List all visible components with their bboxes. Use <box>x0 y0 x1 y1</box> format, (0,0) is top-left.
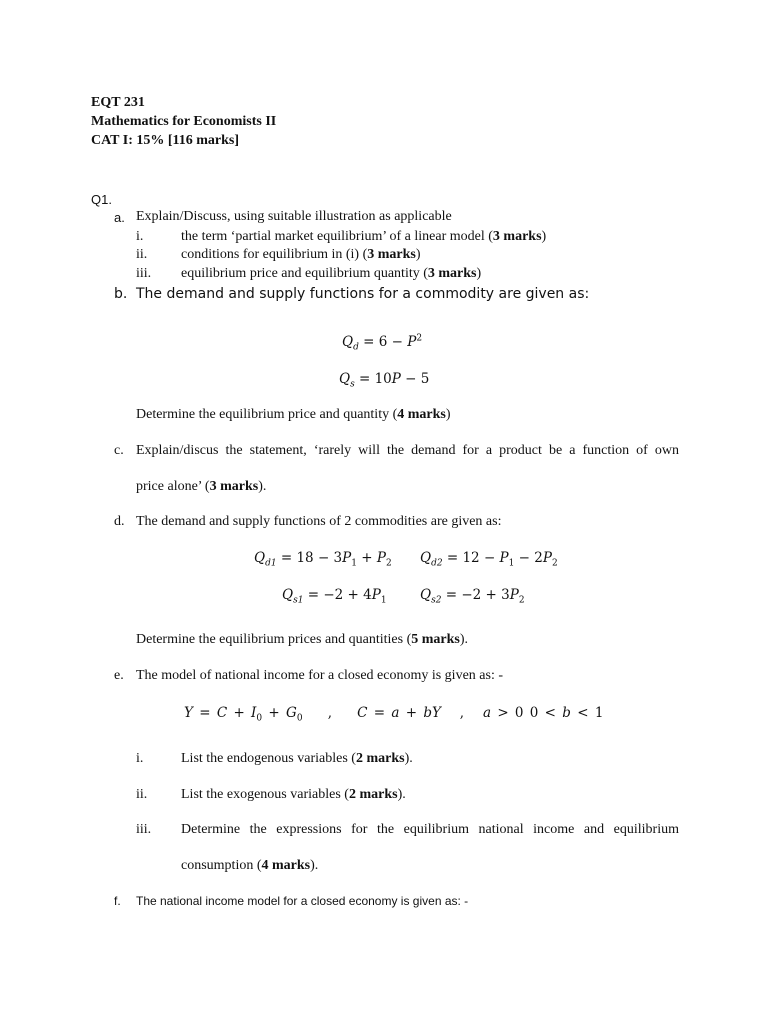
item-e-iii-line2: consumption (4 marks). <box>181 858 319 873</box>
item-a-iii-text: equilibrium price and equilibrium quantity (3 marks) <box>181 266 482 281</box>
equation-demand: $Q_d = 6 - P^2$ <box>342 333 423 353</box>
item-a-iii-marker: iii. <box>136 266 152 281</box>
item-d-task: Determine the equilibrium prices and quantities (5 marks). <box>136 632 469 647</box>
item-b-text: The demand and supply functions for a commodity are given as: <box>136 286 590 302</box>
item-a-ii-text: conditions for equilibrium in (i) (3 marks) <box>181 247 421 262</box>
item-c-marker: c. <box>114 443 124 458</box>
item-e-i-marker: i. <box>136 751 144 766</box>
course-code: EQT 231 <box>91 95 145 110</box>
item-b-task: Determine the equilibrium price and quantity (4 marks) <box>136 407 451 422</box>
item-e-marker: e. <box>114 668 124 683</box>
equation-supply-2: $Q_{s2} = -2 + 3P_2$ <box>420 587 525 606</box>
item-e-iii-marker: iii. <box>136 822 152 837</box>
equation-demand-1: $Q_{d1} = 18 - 3P_1 + P_2$ <box>254 550 392 569</box>
question-label: Q1. <box>91 192 112 207</box>
item-a-marker: a. <box>114 210 125 225</box>
item-b-marker: b. <box>114 286 128 302</box>
item-a-text: Explain/Discuss, using suitable illustration as applicable <box>136 209 452 224</box>
item-e-text: The model of national income for a closed economy is given as: - <box>136 668 504 683</box>
item-c-line2: price alone’ (3 marks). <box>136 479 267 494</box>
equation-supply: $Q_s = 10P - 5$ <box>339 371 430 390</box>
item-c-line1: Explain/discus the statement, ‘rarely will the demand for a product be a function of own <box>136 443 679 458</box>
equation-income-model: $Y = C + I_0 + G_0$ , C = a + bY , a > 0 0 < b < 1 <box>184 705 604 724</box>
equation-supply-1: $Q_{s1} = -2 + 4P_1$ <box>282 587 387 606</box>
item-a-i-marker: i. <box>136 229 144 244</box>
item-f-text: The national income model for a closed economy is given as: - <box>136 894 469 908</box>
course-title: Mathematics for Economists II <box>91 114 277 129</box>
item-e-ii-text: List the exogenous variables (2 marks). <box>181 787 406 802</box>
item-e-i-text: List the endogenous variables (2 marks). <box>181 751 413 766</box>
cat-info: CAT I: 15% [116 marks] <box>91 133 240 148</box>
item-a-ii-marker: ii. <box>136 247 148 262</box>
item-f-marker: f. <box>114 894 121 908</box>
item-d-marker: d. <box>114 514 125 529</box>
item-e-iii-line1: Determine the expressions for the equilibrium national income and equilibrium <box>181 822 679 837</box>
item-a-i-text: the term ‘partial market equilibrium’ of a linear model (3 marks) <box>181 229 547 244</box>
equation-demand-2: $Q_{d2} = 12 - P_1 - 2P_2$ <box>420 550 558 569</box>
item-e-ii-marker: ii. <box>136 787 148 802</box>
item-d-text: The demand and supply functions of 2 commodities are given as: <box>136 514 502 529</box>
